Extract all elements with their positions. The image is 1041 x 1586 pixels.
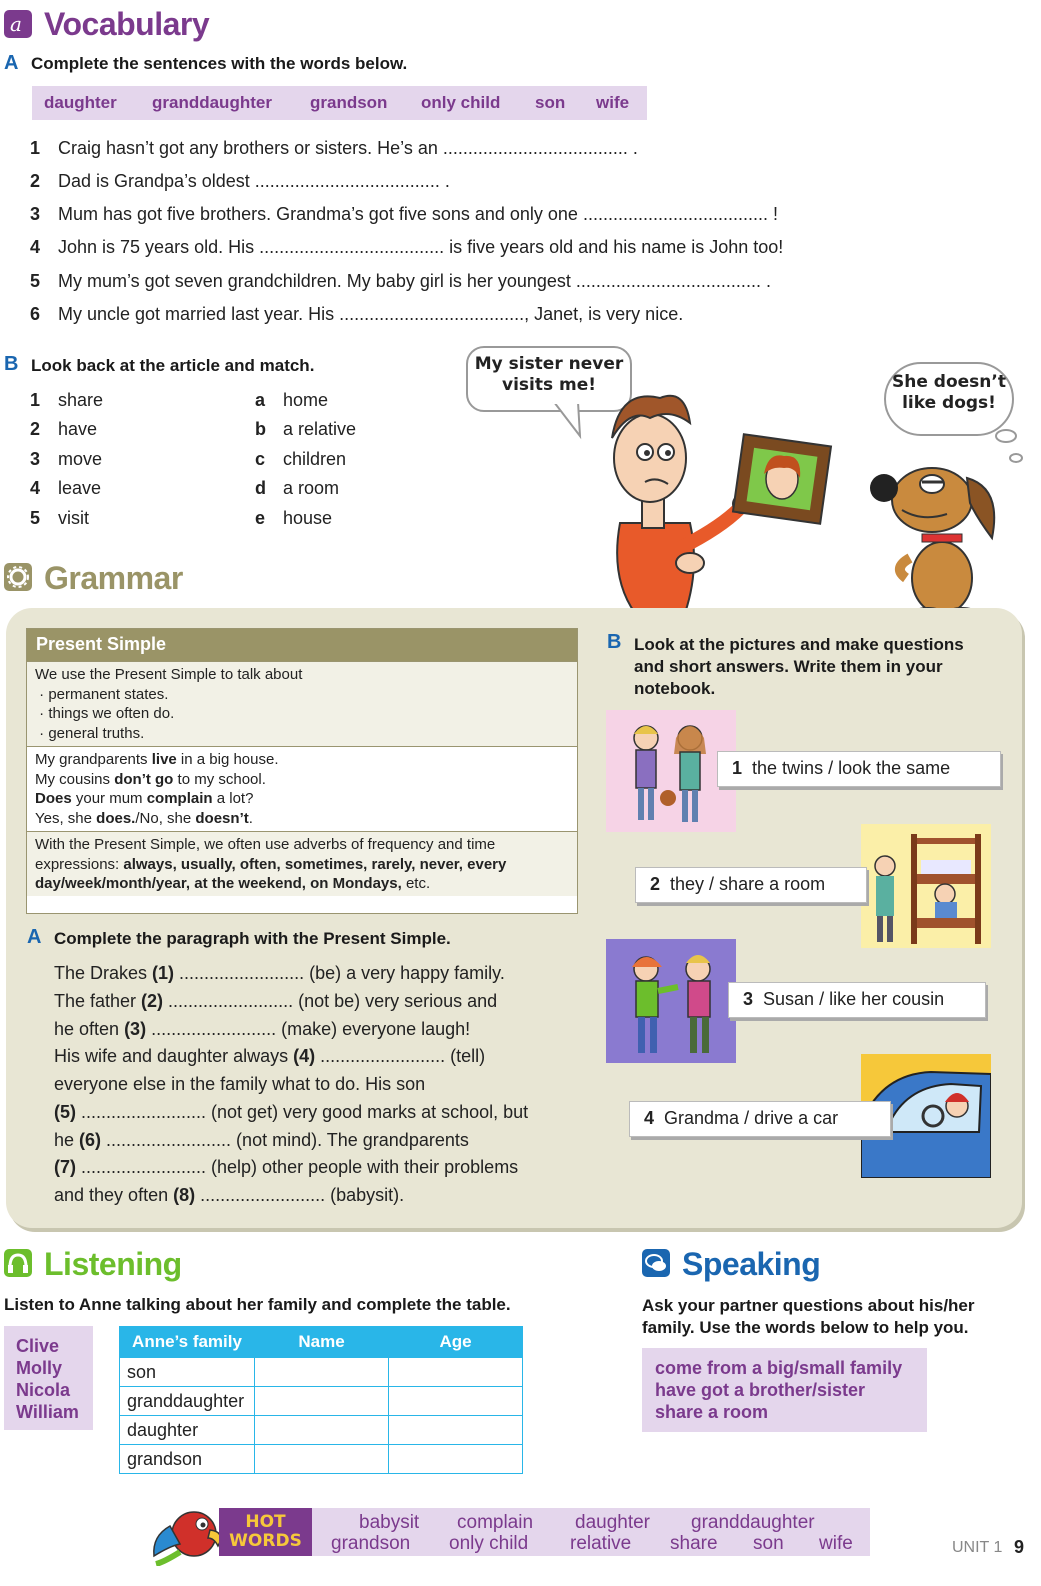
hot-word: son bbox=[753, 1533, 784, 1554]
vocabulary-icon bbox=[4, 10, 32, 38]
svg-text:a: a bbox=[10, 12, 22, 36]
man-bubble-tail bbox=[548, 402, 588, 442]
listening-title: Listening bbox=[44, 1246, 182, 1282]
speaking-title: Speaking bbox=[682, 1246, 821, 1282]
hot-word: granddaughter bbox=[691, 1512, 815, 1533]
match-right-e: e house bbox=[255, 508, 333, 528]
present-simple-uses: We use the Present Simple to talk about · permanent states. · things we often do. · general truths. bbox=[27, 661, 577, 746]
speaking-prompt: share a room bbox=[655, 1402, 769, 1422]
word-son: son bbox=[535, 93, 566, 112]
paragraph-line-7: he (6) ......................... (not mind). The grandparents bbox=[54, 1130, 469, 1150]
word-box bbox=[32, 86, 647, 120]
speaking-prompt: come from a big/small family bbox=[655, 1358, 903, 1378]
hot-word: share bbox=[670, 1533, 718, 1554]
present-simple-examples: My grandparents live in a big house. My cousins don’t go to my school. Does your mum complain a lot? Yes, she does./No, she doesn’t. bbox=[27, 746, 577, 831]
paragraph-line-4: His wife and daughter always (4) ......................... (tell) bbox=[54, 1046, 486, 1066]
grammar-b-letter: B bbox=[607, 631, 622, 653]
hot-word: complain bbox=[457, 1512, 534, 1533]
vocab-a-letter: A bbox=[4, 52, 19, 74]
name-clive: Clive bbox=[16, 1336, 60, 1356]
speaking-instruction: Ask your partner questions about his/her family. Use the words below to help you. bbox=[642, 1296, 975, 1337]
question-label-2: 2 they / share a room bbox=[635, 867, 867, 903]
match-left-4: 4 leave bbox=[30, 478, 102, 498]
name-cell[interactable] bbox=[255, 1358, 389, 1387]
paragraph-line-5: everyone else in the family what to do. His son bbox=[54, 1074, 426, 1094]
speaking-prompt: have got a brother/sister bbox=[655, 1380, 866, 1400]
parrot-icon bbox=[150, 1496, 230, 1566]
unit-label: UNIT 1 bbox=[952, 1539, 1003, 1556]
page-number: 9 bbox=[1014, 1537, 1025, 1557]
paragraph-line-3: he often (3) ......................... (make) everyone laugh! bbox=[54, 1019, 471, 1039]
hot-word: daughter bbox=[575, 1512, 651, 1533]
speaking-prompts-box bbox=[642, 1348, 927, 1432]
match-right-c: c children bbox=[255, 449, 347, 469]
grammar-b-instruction: Look at the pictures and make questions and short answers. Write them in your notebook. bbox=[634, 635, 964, 698]
name-cell[interactable] bbox=[255, 1445, 389, 1474]
match-left-5: 5 visit bbox=[30, 508, 89, 528]
headphones-icon bbox=[4, 1249, 32, 1277]
family-table bbox=[119, 1326, 523, 1474]
match-right-b: b a relative bbox=[255, 419, 357, 439]
man-with-photo-illustration bbox=[590, 378, 850, 618]
paragraph-line-2: The father (2) ......................... (not be) very serious and bbox=[54, 991, 498, 1011]
name-cell[interactable] bbox=[255, 1387, 389, 1416]
dog-thought-bubble: She doesn’t like dogs! bbox=[884, 362, 1014, 436]
word-only-child: only child bbox=[421, 93, 501, 112]
table-row: son bbox=[120, 1358, 523, 1387]
bunk-bed-picture bbox=[861, 824, 991, 948]
paragraph-line-1: The Drakes (1) ......................... (be) a very happy family. bbox=[54, 963, 505, 983]
match-left-3: 3 move bbox=[30, 449, 103, 469]
age-cell[interactable] bbox=[389, 1358, 523, 1387]
grammar-title: Grammar bbox=[44, 560, 183, 596]
hot-word: relative bbox=[570, 1533, 632, 1554]
man-speech-bubble: My sister never visits me! bbox=[466, 346, 632, 412]
sentence-2: 2 Dad is Grandpa’s oldest ..................................... . bbox=[30, 171, 450, 191]
name-nicola: Nicola bbox=[16, 1380, 71, 1400]
table-header-age: Age bbox=[389, 1327, 523, 1358]
present-simple-box bbox=[26, 628, 578, 914]
hot-word: babysit bbox=[359, 1512, 420, 1533]
table-row: granddaughter bbox=[120, 1387, 523, 1416]
name-cell[interactable] bbox=[255, 1416, 389, 1445]
question-label-3: 3 Susan / like her cousin bbox=[728, 982, 986, 1018]
paragraph-line-6: (5) ......................... (not get) very good marks at school, but bbox=[54, 1102, 529, 1122]
hot-word: wife bbox=[819, 1533, 853, 1554]
vocab-a-instruction: Complete the sentences with the words below. bbox=[31, 54, 408, 73]
names-box bbox=[4, 1326, 93, 1430]
hot-words-label: HOT WORDS bbox=[219, 1508, 312, 1556]
speech-icon bbox=[642, 1249, 670, 1277]
match-right-a: a home bbox=[255, 390, 329, 410]
question-label-4: 4 Grandma / drive a car bbox=[629, 1101, 891, 1137]
grammar-a-instruction: Complete the paragraph with the Present Simple. bbox=[54, 929, 451, 948]
dog-illustration bbox=[862, 448, 1012, 618]
gear-icon bbox=[4, 563, 32, 591]
age-cell[interactable] bbox=[389, 1387, 523, 1416]
question-label-1: 1 the twins / look the same bbox=[717, 751, 1001, 787]
word-wife: wife bbox=[596, 93, 630, 112]
sentence-3: 3 Mum has got five brothers. Grandma’s got five sons and only one ..................................... ! bbox=[30, 204, 778, 224]
name-molly: Molly bbox=[16, 1358, 63, 1378]
cousins-picture bbox=[606, 939, 736, 1063]
present-simple-title: Present Simple bbox=[27, 629, 577, 661]
word-daughter: daughter bbox=[44, 93, 117, 112]
match-left-1: 1 share bbox=[30, 390, 104, 410]
listening-instruction: Listen to Anne talking about her family and complete the table. bbox=[4, 1295, 511, 1314]
paragraph-line-9: and they often (8) ......................... (babysit). bbox=[54, 1185, 405, 1205]
sentence-6: 6 My uncle got married last year. His ....................................., Janet, is very nice. bbox=[30, 304, 684, 324]
table-header-family: Anne’s family bbox=[120, 1327, 255, 1358]
sentence-4: 4 John is 75 years old. His ..................................... is five years old and his name is John too! bbox=[30, 237, 784, 257]
match-left-2: 2 have bbox=[30, 419, 98, 439]
age-cell[interactable] bbox=[389, 1445, 523, 1474]
table-row: daughter bbox=[120, 1416, 523, 1445]
match-right-d: d a room bbox=[255, 478, 340, 498]
hot-word: only child bbox=[449, 1533, 529, 1554]
vocab-b-letter: B bbox=[4, 353, 19, 375]
hot-word: grandson bbox=[331, 1533, 411, 1554]
sentence-1: 1 Craig hasn’t got any brothers or sisters. He’s an ..................................... . bbox=[30, 138, 638, 158]
age-cell[interactable] bbox=[389, 1416, 523, 1445]
table-row: grandson bbox=[120, 1445, 523, 1474]
table-header-name: Name bbox=[255, 1327, 389, 1358]
vocabulary-title: Vocabulary bbox=[44, 6, 210, 42]
word-granddaughter: granddaughter bbox=[152, 93, 272, 112]
sentence-5: 5 My mum’s got seven grandchildren. My baby girl is her youngest ..................................... . bbox=[30, 271, 771, 291]
word-grandson: grandson bbox=[310, 93, 388, 112]
grammar-a-letter: A bbox=[27, 926, 42, 948]
name-william: William bbox=[16, 1402, 79, 1422]
vocab-b-instruction: Look back at the article and match. bbox=[31, 356, 315, 375]
present-simple-adverbs: With the Present Simple, we often use adverbs of frequency and time expressions: always, usually, often, sometimes, rarely, never, every day/week/month/year, at the weekend, on Mondays, etc. bbox=[27, 831, 577, 896]
paragraph-line-8: (7) ......................... (help) other people with their problems bbox=[54, 1157, 519, 1177]
